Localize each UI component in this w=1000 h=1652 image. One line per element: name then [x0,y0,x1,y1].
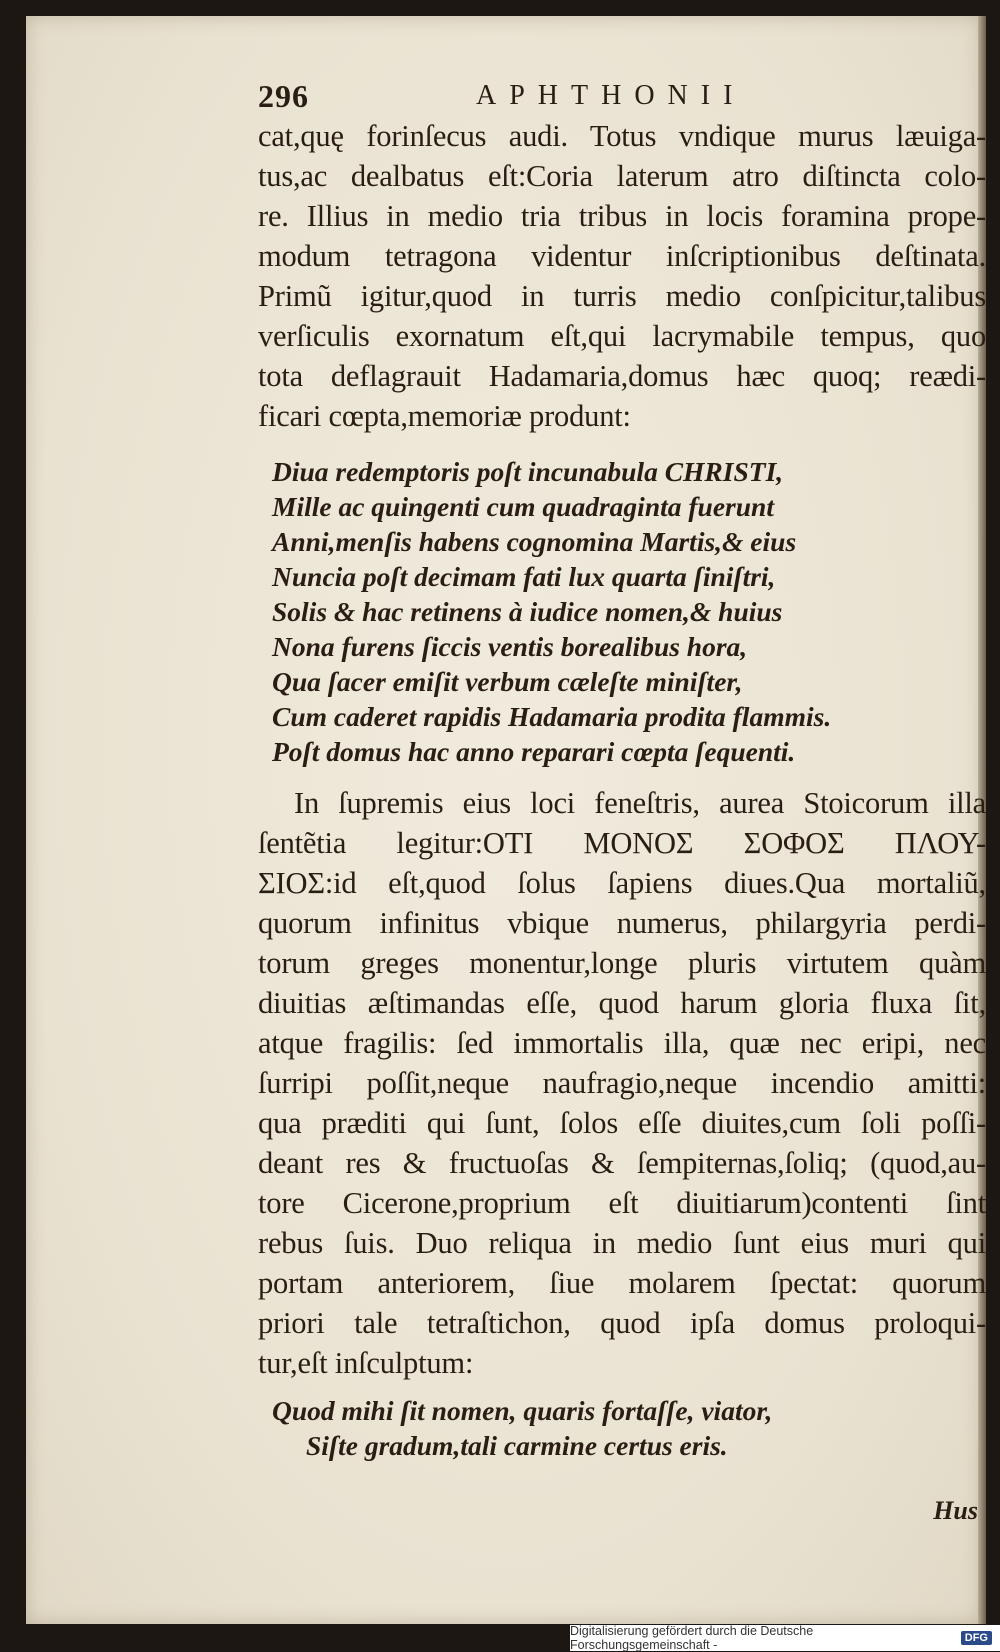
text-line: ſentẽtia legitur:ΟΤΙ ΜΟΝΟΣ ΣΟΦΟΣ ΠΛΟΥ- [258,826,986,860]
verse-line: Qua ſacer emiſit verbum cæleſte miniſter, [272,666,743,697]
verse-line: Mille ac quingenti cum quadraginta fuerunt [272,491,774,522]
dfg-logo: DFG [961,1631,992,1645]
text-line: portam anteriorem, ſiue molarem ſpectat: quorum [258,1266,986,1300]
verse-line: Poſt domus hac anno reparari cœpta ſequenti. [272,736,796,767]
verse-line: Siſte gradum,tali carmine certus eris. [306,1430,728,1461]
verse-line: Anni,menſis habens cognomina Martis,& eius [272,526,797,557]
text-line: ſurripi poſſit,neque naufragio,neque incendio amitti: [258,1066,986,1100]
text-line: cat,quę forinſecus audi. Totus vndique murus læuiga- [258,119,986,153]
running-head [258,72,986,116]
running-title: APHTHONII [476,80,746,111]
text-line: deant res & fructuoſas & ſempiternas,ſoliq; (quod,au- [258,1146,986,1180]
verse-line: Solis & hac retinens à iudice nomen,& huius [272,596,783,627]
text-line: qua præditi qui ſunt, ſolos eſſe diuites,cum ſoli poſſi- [258,1106,986,1140]
text-line: In ſupremis eius loci feneſtris, aurea Stoicorum illa [294,786,986,820]
paragraph-1 [258,116,986,436]
verse-line: Diua redemptoris poſt incunabula CHRISTI, [272,456,784,487]
page-number: 296 [258,78,309,114]
text-line: Primũ igitur,quod in turris medio conſpicitur,talibus [258,279,986,313]
paragraph-2 [258,783,986,1383]
verse-line: Quod mihi ſit nomen, quaris fortaſſe, viator, [272,1395,773,1426]
verse-inscription-1 [258,454,986,769]
text-line: atque fragilis: ſed immortalis illa, quæ nec eripi, nec [258,1026,986,1060]
catchword: Hus [933,1496,978,1525]
text-line: modum tetragona videntur inſcriptionibus deſtinata. [258,239,986,273]
text-line: quorum infinitus vbique numerus, philargyria perdi- [258,906,986,940]
text-line: rebus ſuis. Duo reliqua in medio ſunt eius muri qui [258,1226,986,1260]
text-line: torum greges monentur,longe pluris virtutem quàm [258,946,986,980]
text-line: re. Illius in medio tria tribus in locis foramina prope- [258,199,986,233]
text-line: tore Cicerone,proprium eſt diuitiarum)contenti ſint [258,1186,986,1220]
digitization-credit [570,1625,1000,1651]
page-content [258,72,986,1477]
text-line: tur,eſt inſculptum: [258,1346,474,1380]
text-line: tota deflagrauit Hadamaria,domus hæc quoq; reædi- [258,359,986,393]
text-line: ΣΙΟΣ:id eſt,quod ſolus ſapiens diues.Qua mortaliũ, [258,866,986,900]
verse-line: Nuncia poſt decimam fati lux quarta ſiniſtri, [272,561,776,592]
text-line: verſiculis exornatum eſt,qui lacrymabile tempus, quo [258,319,986,353]
verse-inscription-2 [258,1393,986,1463]
text-line: tus,ac dealbatus eſt:Coria laterum atro diſtincta colo- [258,159,986,193]
credit-text: Digitalisierung gefördert durch die Deutsche Forschungsgemeinschaft - [570,1624,814,1652]
text-line: priori tale tetraſtichon, quod ipſa domus proloqui- [258,1306,986,1340]
verse-line: Nona furens ſiccis ventis borealibus hora, [272,631,748,662]
text-line: ficari cœpta,memoriæ produnt: [258,399,631,433]
text-line: diuitias æſtimandas eſſe, quod harum gloria fluxa ſit, [258,986,986,1020]
verse-line: Cum caderet rapidis Hadamaria prodita flammis. [272,701,832,732]
